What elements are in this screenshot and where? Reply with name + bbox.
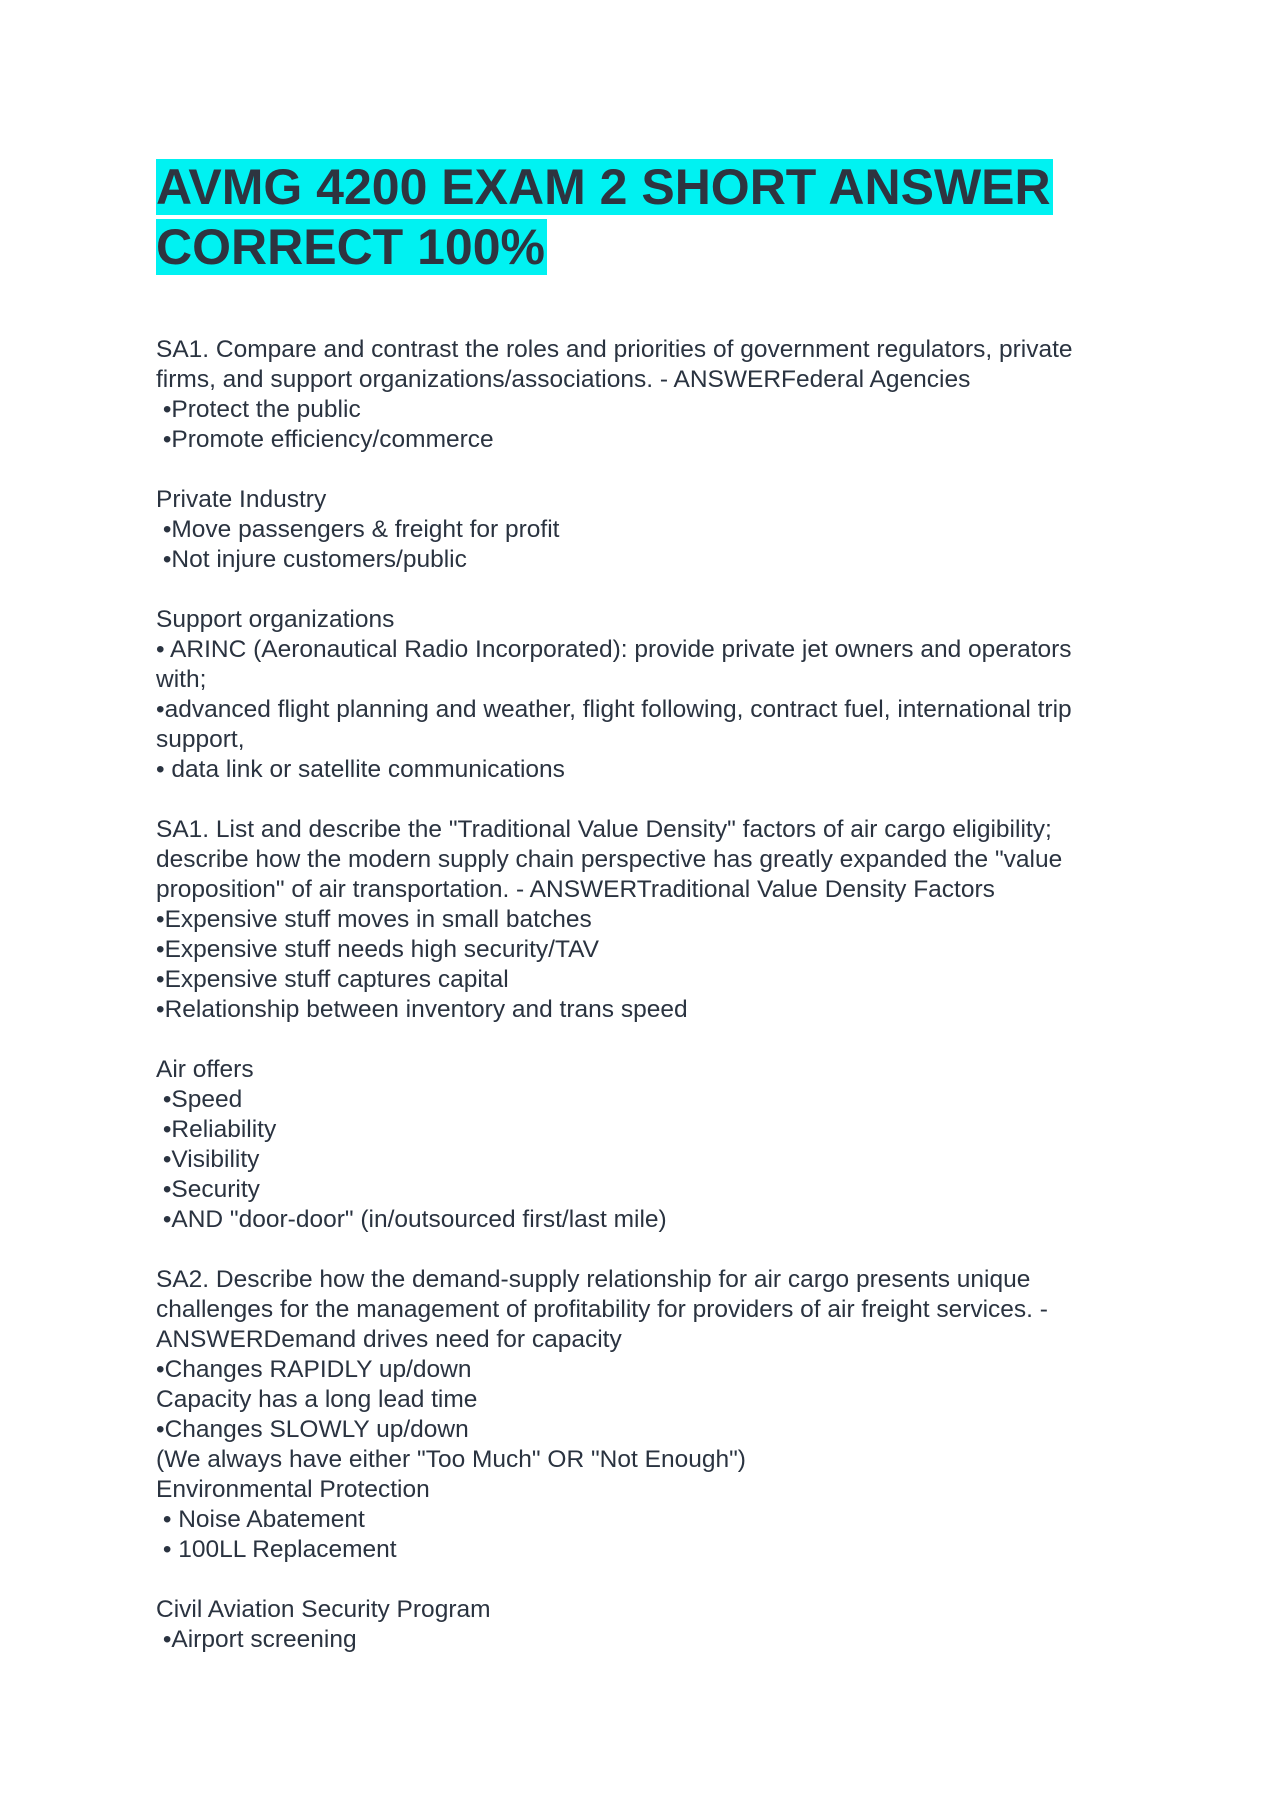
body-line: •Protect the public: [156, 396, 361, 423]
body-line: • ARINC (Aeronautical Radio Incorporated): provide private jet owners and operators: [156, 636, 1072, 663]
body-line: [156, 1565, 1136, 1595]
body-line: ANSWERDemand drives need for capacity: [156, 1326, 622, 1353]
body-line: [156, 455, 1136, 485]
body-line: •Visibility: [156, 1146, 260, 1173]
body-line: •Changes SLOWLY up/down: [156, 1416, 469, 1443]
body-line: • 100LL Replacement: [156, 1536, 397, 1563]
body-line: •AND "door-door" (in/outsourced first/last mile): [156, 1206, 667, 1233]
body-line: (We always have either "Too Much" OR "Not Enough"): [156, 1446, 746, 1473]
body-line: • data link or satellite communications: [156, 756, 565, 783]
body-line: firms, and support organizations/associations. - ANSWERFederal Agencies: [156, 366, 971, 393]
body-line: describe how the modern supply chain perspective has greatly expanded the "value: [156, 846, 1063, 873]
body-line: •Reliability: [156, 1116, 277, 1143]
body-line: proposition" of air transportation. - ANSWERTraditional Value Density Factors: [156, 876, 995, 903]
body-line: SA2. Describe how the demand-supply relationship for air cargo presents unique: [156, 1266, 1031, 1293]
body-line: support,: [156, 726, 245, 753]
body-line: with;: [156, 666, 207, 693]
body-line: •Move passengers & freight for profit: [156, 516, 560, 543]
body-line: •Speed: [156, 1086, 243, 1113]
body-line: Air offers: [156, 1056, 254, 1083]
body-line: •Changes RAPIDLY up/down: [156, 1356, 472, 1383]
body-line: •Security: [156, 1176, 260, 1203]
title-highlight-line-2: CORRECT 100%: [156, 219, 545, 275]
body-line: • Noise Abatement: [156, 1506, 365, 1533]
body-line: Civil Aviation Security Program: [156, 1596, 491, 1623]
body-line: [156, 1235, 1136, 1265]
body-line: •Not injure customers/public: [156, 546, 467, 573]
body-line: Environmental Protection: [156, 1476, 430, 1503]
body-line: •Promote efficiency/commerce: [156, 426, 494, 453]
body-line: [156, 785, 1136, 815]
document-body: [156, 335, 1136, 1655]
body-line: [156, 575, 1136, 605]
body-line: Support organizations: [156, 606, 395, 633]
body-line: SA1. List and describe the "Traditional Value Density" factors of air cargo eligibility;: [156, 816, 1052, 843]
document-page: [156, 157, 1136, 1655]
body-line: •Airport screening: [156, 1626, 357, 1653]
title-highlight-line-1: AVMG 4200 EXAM 2 SHORT ANSWER: [156, 159, 1051, 215]
body-line: •Expensive stuff captures capital: [156, 966, 509, 993]
body-line: Capacity has a long lead time: [156, 1386, 478, 1413]
body-line: •Expensive stuff moves in small batches: [156, 906, 592, 933]
body-line: [156, 1025, 1136, 1055]
body-line: challenges for the management of profitability for providers of air freight services. -: [156, 1296, 1048, 1323]
body-line: •Relationship between inventory and trans speed: [156, 996, 688, 1023]
body-line: SA1. Compare and contrast the roles and priorities of government regulators, private: [156, 336, 1073, 363]
document-title: [156, 157, 1136, 277]
body-line: •advanced flight planning and weather, flight following, contract fuel, international trip: [156, 696, 1072, 723]
body-line: •Expensive stuff needs high security/TAV: [156, 936, 599, 963]
body-line: Private Industry: [156, 486, 327, 513]
